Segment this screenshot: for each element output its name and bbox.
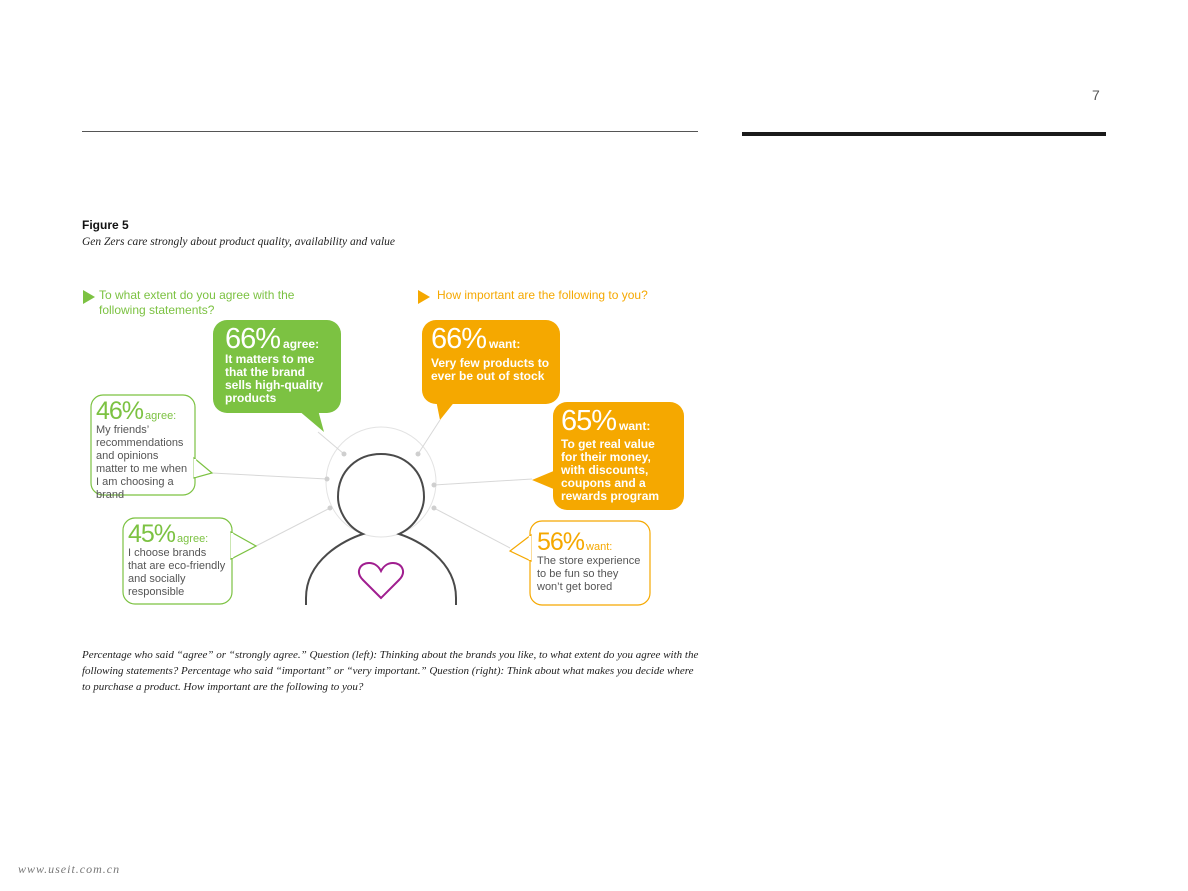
bubble-stock-verb: want:	[489, 337, 521, 351]
figure-subtitle: Gen Zers care strongly about product quality, availability and value	[82, 236, 396, 248]
bubble-value-verb: want:	[619, 419, 651, 433]
bubble-fun-pct: 56%	[537, 528, 585, 556]
bubble-value	[553, 402, 684, 510]
question-right: How important are the following to you?	[437, 288, 648, 302]
figure-footnote: Percentage who said “agree” or “strongly agree.” Question (left): Thinking about the brands you like, to what extent do you agree with the following statements? Percentage who said “important” or “very important.” Question (right): Think about what makes you decide where to purchase a product. How important are the following to you?	[82, 649, 699, 693]
heart-icon	[359, 563, 403, 598]
bubble-friends-text: My friends’ recommendations and opinions matter to me when I am choosing a brand	[96, 424, 188, 501]
bubble-fun	[530, 521, 650, 605]
bubble-quality-text: It matters to me that the brand sells high-quality products	[225, 352, 324, 405]
bubble-fun-text: The store experience to be fun so they won’t get bored	[537, 555, 641, 593]
bubble-value-text: To get real value for their money, with discounts, coupons and a rewards program	[561, 437, 660, 503]
connector-lines	[212, 420, 532, 548]
bubble-quality-verb: agree:	[283, 337, 320, 351]
bubble-eco	[123, 518, 232, 604]
connector-ring	[326, 427, 436, 537]
bubble-stock	[422, 320, 560, 404]
bubble-friends-pct: 46%	[96, 397, 144, 425]
bubble-value-pct: 65%	[561, 405, 617, 437]
person-icon	[306, 454, 456, 605]
bubble-eco-text: I choose brands that are eco-friendly and socially responsible	[128, 547, 226, 598]
bubble-friends	[91, 395, 195, 501]
bubble-eco-pct: 45%	[128, 520, 176, 548]
bubble-quality-pct: 66%	[225, 323, 281, 355]
bubble-stock-text: Very few products to ever be out of stock	[431, 356, 550, 383]
bubble-eco-verb: agree:	[177, 533, 209, 545]
figure-label: Figure 5	[82, 218, 129, 232]
bubble-fun-verb: want:	[586, 541, 613, 553]
bubble-friends-verb: agree:	[145, 410, 177, 422]
page-number: 7	[1092, 87, 1100, 103]
bubble-quality	[213, 320, 341, 413]
question-left: To what extent do you agree with the following statements?	[99, 288, 295, 317]
watermark: www.useit.com.cn	[18, 862, 121, 876]
bubble-stock-pct: 66%	[431, 323, 487, 355]
